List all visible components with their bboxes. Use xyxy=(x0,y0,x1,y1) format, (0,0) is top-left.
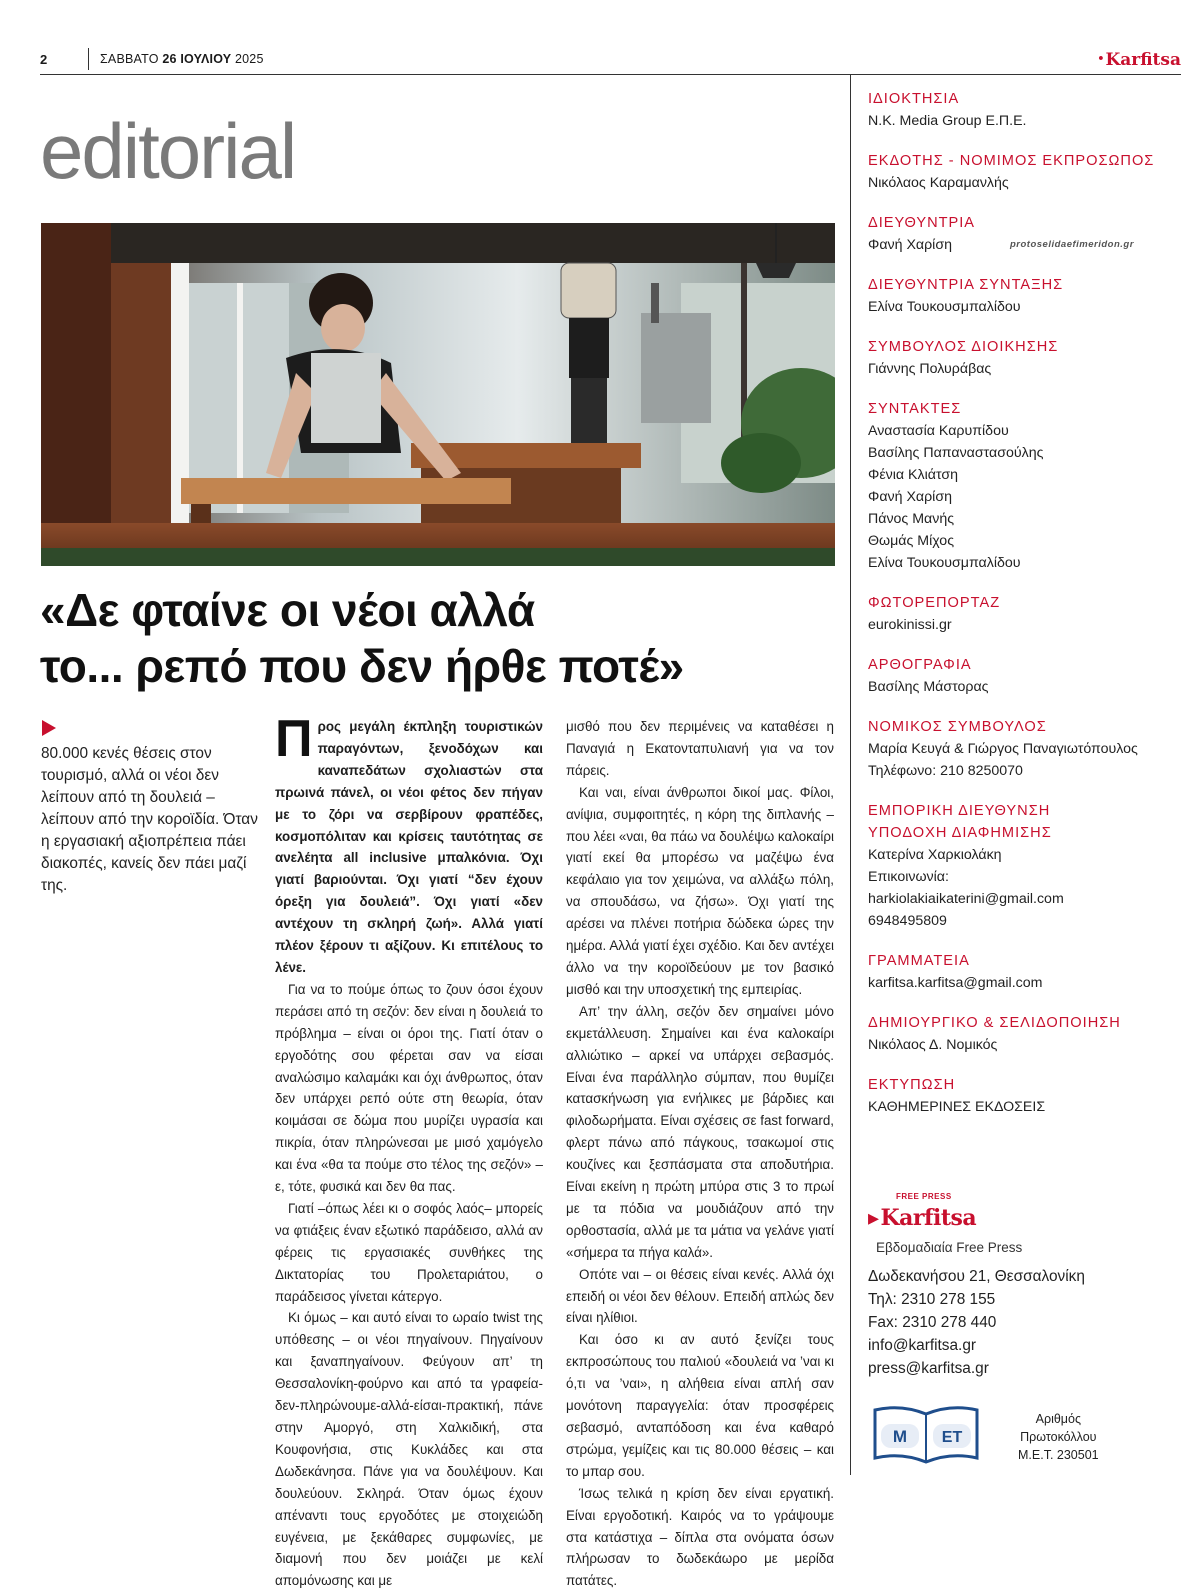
met-letters-et: ΕΤ xyxy=(941,1429,963,1446)
masthead-line: Τηλέφωνο: 210 8250070 xyxy=(868,763,1023,779)
logo-tagline: Εβδομαδιαία Free Press xyxy=(876,1240,1023,1255)
article-column-2 xyxy=(566,716,834,1592)
masthead-title: ΔΙΕΥΘΥΝΤΡΙΑ ΣΥΝΤΑΞΗΣ xyxy=(868,277,1064,293)
contact-email-press: press@karfitsa.gr xyxy=(868,1360,989,1377)
drop-cap: Π xyxy=(275,710,313,768)
lead-marker-icon xyxy=(42,720,56,736)
headline-line-2: το... ρεπό που δεν ήρθε ποτέ» xyxy=(40,640,684,692)
masthead-line: Βασίλης Παπαναστασούλης xyxy=(868,445,1044,461)
met-letter-m: Μ xyxy=(892,1427,908,1446)
masthead-section xyxy=(868,398,1168,574)
masthead-title: ΕΜΠΟΡΙΚΗ ΔΙΕΥΘΥΝΣΗ ΥΠΟΔΟΧΗ ΔΙΑΦΗΜΙΣΗΣ xyxy=(868,803,1052,841)
brand-logo-top: •Karfitsa xyxy=(1097,50,1181,70)
article-photo xyxy=(41,223,835,566)
watermark: protoselidaefimeridon.gr xyxy=(1010,239,1134,250)
section-label: editorial xyxy=(40,107,296,195)
masthead-section xyxy=(868,654,1168,698)
article-paragraph: Ίσως τελικά η κρίση δεν είναι εργατική. Είναι εργοδοτική. Καιρός να το γράψουμε στα κατάστιχα – δίπλα στα ονόματα όσων πλήρωσαν το δωδεκάωρο με μερίδα πατάτες. xyxy=(566,1485,834,1589)
contact-address: Δωδεκανήσου 21, Θεσσαλονίκη xyxy=(868,1268,1085,1285)
masthead-line: Νικόλαος Δ. Νομικός xyxy=(868,1037,998,1053)
masthead-line: Ελίνα Τουκουσμπαλίδου xyxy=(868,555,1021,571)
contact-phone: Τηλ: 2310 278 155 xyxy=(868,1291,996,1308)
article-paragraph: Και ναι, είναι άνθρωποι δικοί μας. Φίλοι, ανίψια, συμφοιτητές, η κόρη της διπλανής – που λέει «ναι, θα πάω να δουλέψω καλοκαίρι γιατί εκεί θα μπορέσω να μαζέψω ένα κεφάλαιο για τον χειμώνα, να αλλάξω πόλη, να σπουδάσω, να ζήσω». Όχι γιατί της αρέσει να πλένει ποτήρια δώδεκα ώρες την ημέρα. Αλλά γιατί έχει σχέδιο. Και δεν αντέχει άλλο να την κοροϊδεύουν με τον βασικό μισθό και την υποσχετική της εμπειρίας. xyxy=(566,784,834,997)
masthead-line: harkiolakiaikaterini@gmail.com xyxy=(868,891,1064,907)
masthead-section xyxy=(868,274,1168,318)
masthead-title: ΙΔΙΟΚΤΗΣΙΑ xyxy=(868,91,960,107)
masthead-title: ΝΟΜΙΚΟΣ ΣΥΜΒΟΥΛΟΣ xyxy=(868,719,1047,735)
masthead-line: ΚΑΘΗΜΕΡΙΝΕΣ ΕΚΔΟΣΕΙΣ xyxy=(868,1099,1046,1115)
article-paragraph: Απ’ την άλλη, σεζόν δεν σημαίνει μόνο εκμετάλλευση. Σημαίνει και ένα καλοκαίρι αλλιώτικο – αρκεί να υπάρχει σεβασμός. Είναι ένα παράλληλο σύμπαν, που θυμίζει κατασκήνωση για ενήλικες με βάρδιες και φιλοδωρήματα. Είναι σχέσεις σε fast forward, φλερτ πάνω από πάγκους, τσακωμοί στις κουζίνες και ξεσπάσματα στα αποδυτήρια. Είναι εκείνη η πρώτη μπύρα στις 3 το πρωί με τα πόδια να μουδιάζουν από την ορθοστασία, αλλά με τα μάτια να γελάνε γιατί «σήμερα τα πήγα καλά». xyxy=(566,1003,834,1260)
contact-fax: Fax: 2310 278 440 xyxy=(868,1314,997,1331)
masthead-line: Ελίνα Τουκουσμπαλίδου xyxy=(868,299,1021,315)
masthead-section xyxy=(868,336,1168,380)
masthead-line: Επικοινωνία: xyxy=(868,869,949,885)
headline xyxy=(40,582,840,694)
article-paragraph: Για να το πούμε όπως το ζουν όσοι έχουν περάσει από τη σεζόν: δεν είναι η δουλειά το πρόβλημα – είναι οι όροι της. Γιατί όταν ο εργοδότης σου φέρεται σαν να είσαι αναλώσιμο καλαμάκι και όχι άνθρωπος, όταν δεν υπάρχει ρεπό ούτε στη θεωρία, όταν κοιμάσαι σε δώμα που μυρίζει υγρασία και πικρία, όταν πληρώνεσαι με μισό χαμόγελο και ένα «θα τα πούμε στο τέλος της σεζόν» – ε, τότε, φυσικά και δεν θα πας. xyxy=(275,981,543,1195)
article-intro: Προς μεγάλη έκπληξη τουριστικών παραγόντων, ξενοδόχων και καναπεδάτων σχολιαστών στα πρωινά πάνελ, οι νέοι φέτος δεν πήγαν με το ζόρι να σερβίρουν φραπέδες, κοσμοπόλιταν και κρίσεις ταυτότητας σε ανελέητα all inclusive μπαλκόνια. Όχι γιατί βαριούνται. Όχι γιατί “δεν έχουν όρεξη για δουλειά”. Όχι γιατί «δεν αντέχουν τη σκληρή ζωή». Αλλά γιατί πλέον ξέρουν τι αξίζουν. Κι επιτέλους το λένε. xyxy=(275,710,543,975)
article-paragraph: Γιατί –όπως λέει κι ο σοφός λαός– μπορείς να φτιάξεις έναν εξωτικό παράδεισο, αλλά αν φέρεις τις εργασιακές συνθήκες της Δικτατορίας του Προλεταριάτου, ο παράδεισος γίνεται κάτεργο. xyxy=(275,1200,543,1304)
masthead-line: Πάνος Μανής xyxy=(868,511,955,527)
headline-line-1: «Δε φταίνε οι νέοι αλλά xyxy=(40,584,535,636)
masthead-line: Φανή Χαρίση xyxy=(868,489,952,505)
met-protocol: Αριθμός Πρωτοκόλλου Μ.Ε.Τ. 230501 xyxy=(1018,1412,1099,1462)
masthead-title: ΓΡΑΜΜΑΤΕΙΑ xyxy=(868,953,970,969)
masthead-line: 6948495809 xyxy=(868,913,947,929)
article-column-1 xyxy=(275,710,543,1592)
masthead-line: karfitsa.karfitsa@gmail.com xyxy=(868,975,1043,991)
masthead-title: ΔΗΜΙΟΥΡΓΙΚΟ & ΣΕΛΙΔΟΠΟΙΗΣΗ xyxy=(868,1015,1121,1031)
masthead-line: Αναστασία Καρυπίδου xyxy=(868,423,1009,439)
masthead-section xyxy=(868,88,1168,132)
masthead-title: ΕΚΤΥΠΩΣΗ xyxy=(868,1077,956,1093)
contact-email-info: info@karfitsa.gr xyxy=(868,1337,977,1354)
page-number: 2 xyxy=(40,52,48,67)
masthead-section xyxy=(868,150,1168,194)
article-paragraph: Και όσο κι αν αυτό ξενίζει τους εκπροσώπους του παλιού «δουλειά να ’ναι κι ό,τι να ’ναι», η αλήθεια είναι απλή σαν μονότονη παραγγελία: όταν προσφέρεις σεβασμό, ανταπόδοση και ένα καθαρό στρώμα, γεμίζεις και τις 80.000 θέσεις – και το μπαρ σου. xyxy=(566,1332,834,1479)
masthead-title: ΣΥΜΒΟΥΛΟΣ ΔΙΟΙΚΗΣΗΣ xyxy=(868,339,1059,355)
masthead-section xyxy=(868,1012,1168,1056)
header-separator xyxy=(88,48,89,70)
met-logo-icon xyxy=(871,1406,981,1466)
masthead-line: Φένια Κλιάτση xyxy=(868,467,958,483)
masthead-section xyxy=(868,800,1168,932)
masthead-title: ΕΚΔΟΤΗΣ - ΝΟΜΙΜΟΣ ΕΚΠΡΟΣΩΠΟΣ xyxy=(868,153,1155,169)
article-paragraph: Οπότε ναι – οι θέσεις είναι κενές. Αλλά όχι επειδή οι νέοι δεν θέλουν. Επειδή απλώς δεν είναι ηλίθιοι. xyxy=(566,1266,834,1326)
contact-info xyxy=(868,1265,1085,1380)
masthead-section xyxy=(868,592,1168,636)
masthead-line: Νικόλαος Καραμανλής xyxy=(868,175,1009,191)
article-lead: 80.000 κενές θέσεις στον τουρισμό, αλλά οι νέοι δεν λείπουν από τη δουλειά – λείπουν από την κοροϊδία. Όταν η εργασιακή αξιοπρέπεια πάει διακοπές, κανείς δεν πάει μαζί της. xyxy=(41,745,258,894)
masthead-line: Θωμάς Μίχος xyxy=(868,533,955,549)
article-paragraph: μισθό που δεν περιμένεις να καταθέσει η Παναγιά η Εκατονταπυλιανή για να τον πάρεις. xyxy=(566,719,834,778)
masthead-line: Γιάννης Πολυράβας xyxy=(868,361,992,377)
logo-free-press: FREE PRESS xyxy=(896,1192,952,1201)
masthead-section xyxy=(868,1074,1168,1118)
column-divider xyxy=(850,75,851,1475)
header-rule xyxy=(40,74,1181,75)
brand-logo-bottom xyxy=(868,1190,1098,1260)
article-paragraph: Κι όμως – και αυτό είναι το ωραίο twist της υπόθεσης – οι νέοι πηγαίνουν. Πηγαίνουν και ξαναπηγαίνουν. Φεύγουν απ’ τη Θεσσαλονίκη-φούρνο και από τα γραφεία-δεν-πληρώνουμε-αλλά-είσαι-πρακτική, πάνε στην Αμοργό, στη Χαλκιδική, στα Κουφονήσια, στις Κυκλάδες και στα Δωδεκάνησα. Πάνε για να δουλέψουν. Και δουλεύουν. Σκληρά. Όταν όμως έχουν απέναντι τους εργοδότες με στοιχειώδη ευγένεια, με ξεκάθαρες συμφωνίες, με διαμονή που δεν μοιάζει με κελί απομόνωσης και με xyxy=(275,1310,543,1589)
masthead-line: Βασίλης Μάστορας xyxy=(868,679,989,695)
masthead-title: ΔΙΕΥΘΥΝΤΡΙΑ xyxy=(868,215,976,231)
logo-name: ▸Karfitsa xyxy=(868,1205,977,1231)
masthead-title: ΣΥΝΤΑΚΤΕΣ xyxy=(868,401,962,417)
issue-date: ΣΑΒΒΑΤΟ 26 ΙΟΥΛΙΟΥ 2025 xyxy=(100,52,264,66)
masthead-line: Κατερίνα Χαρκιολάκη xyxy=(868,847,1002,863)
masthead-title: ΑΡΘΟΓΡΑΦΙΑ xyxy=(868,657,972,673)
masthead-line: Μαρία Κευγά & Γιώργος Παναγιωτόπουλος xyxy=(868,741,1138,757)
masthead-section xyxy=(868,716,1168,782)
masthead-section xyxy=(868,950,1168,994)
masthead-line: eurokinissi.gr xyxy=(868,617,952,633)
masthead-title: ΦΩΤΟΡΕΠΟΡΤΑΖ xyxy=(868,595,1001,611)
masthead-line: Ν.Κ. Media Group Ε.Π.Ε. xyxy=(868,113,1027,129)
masthead-line: Φανή Χαρίση xyxy=(868,237,952,253)
